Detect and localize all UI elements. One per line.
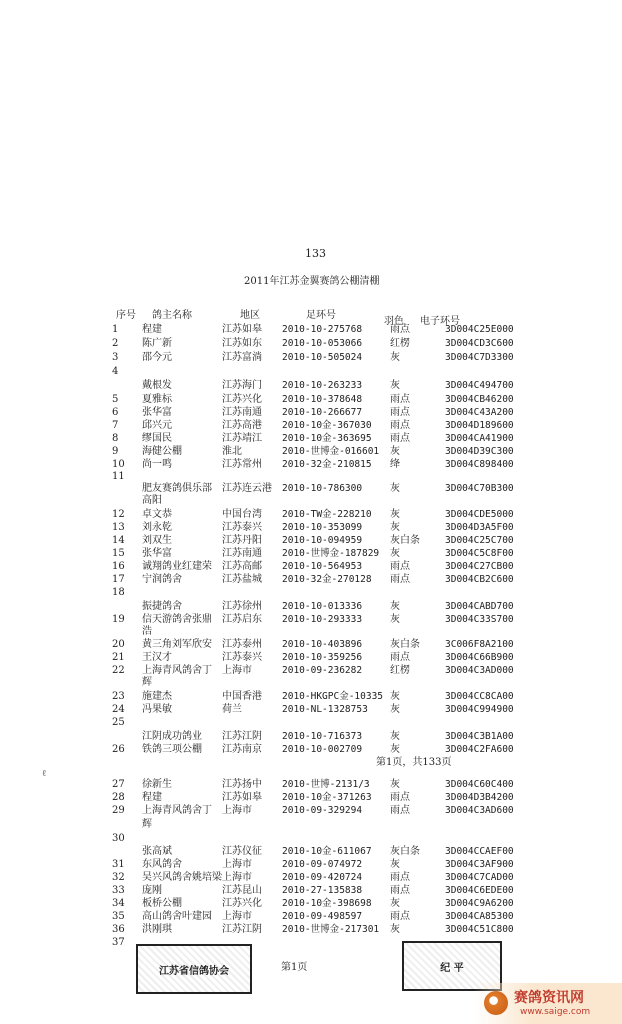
row-region: 荷兰 [222,704,242,715]
watermark-text: 赛鸽资讯网 [514,990,584,1006]
row-owner: 王汉才 [142,652,172,663]
row-region: 江苏常州 [222,459,262,470]
row-chip: 3D004C2FA600 [445,744,514,755]
site-watermark [474,983,622,1024]
row-owner: 板桥公棚 [142,898,182,909]
row-owner: 刘双生 [142,535,172,546]
row-color: 灰 [390,614,400,625]
row-color: 灰 [390,352,400,363]
row-ring: 2010-10金-363695 [282,433,372,444]
row-index: 25 [112,717,125,728]
row-owner: 尚一鸣 [142,459,172,470]
row-ring: 2010-10-359256 [282,652,363,663]
row-chip: 3D004CB2C600 [445,574,514,585]
footer-page-number: 第1页 [281,962,308,973]
row-chip: 3D004CC8CA00 [445,691,514,702]
row-region: 上海市 [222,859,252,870]
row-owner: 江阴成功鸽业 [142,731,202,742]
row-chip: 3C006F8A2100 [445,639,514,650]
header-name: 鸽主名称 [152,310,192,321]
row-index: 6 [112,407,119,418]
row-color: 灰 [390,744,400,755]
row-color: 灰 [390,601,400,612]
row-owner: 庞刚 [142,885,162,896]
row-chip: 3D004CD3C600 [445,338,514,349]
row-chip: 3D004C43A200 [445,407,514,418]
row-region: 中国香港 [222,691,262,702]
row-color: 灰 [390,924,400,935]
row-index: 3 [112,352,119,363]
row-color: 灰 [390,779,400,790]
row-color: 绛 [390,459,400,470]
row-index: 34 [112,898,125,909]
row-ring: 2010-世博金-217301 [282,924,380,935]
row-index: 4 [112,366,119,377]
pigeon-logo-icon [484,991,508,1015]
row-owner: 张华富 [142,548,172,559]
row-region: 江苏连云港 [222,483,272,494]
row-ring: 2010-世博金-016601 [282,446,380,457]
row-chip: 3D004D3A5F00 [445,522,514,533]
row-color: 雨点 [390,394,410,405]
row-region: 上海市 [222,872,252,883]
page-number: 133 [305,247,326,260]
row-region: 江苏如皋 [222,324,262,335]
row-ring: 2010-10-266677 [282,407,363,418]
row-index: 17 [112,574,125,585]
row-region: 江苏靖江 [222,433,262,444]
header-chip: 电子环号 [420,316,460,327]
row-chip: 3D004C9A6200 [445,898,514,909]
row-owner: 辉 [142,819,152,830]
row-chip: 3D004C66B900 [445,652,514,663]
row-index: 16 [112,561,125,572]
row-owner: 东风鸽舍 [142,859,182,870]
row-chip: 3D004CDE5000 [445,509,514,520]
row-index: 2 [112,338,119,349]
row-ring: 2010-09-498597 [282,911,363,922]
row-owner: 施建杰 [142,691,172,702]
row-owner: 浩 [142,626,152,637]
row-owner: 冯果敏 [142,704,172,715]
page-count-note: 第1页，共133页 [376,757,452,768]
row-index: 14 [112,535,125,546]
row-region: 江苏如东 [222,338,262,349]
row-color: 灰白条 [390,535,420,546]
row-chip: 3D004D189600 [445,420,514,431]
row-owner: 徐新生 [142,779,172,790]
row-index: 1 [112,324,119,335]
row-region: 江苏盐城 [222,574,262,585]
row-region: 江苏徐州 [222,601,262,612]
row-chip: 3D004C27CB00 [445,561,514,572]
row-region: 江苏泰兴 [222,652,262,663]
row-region: 江苏南通 [222,548,262,559]
margin-mark: ℓ [42,769,47,779]
row-owner: 卓文恭 [142,509,172,520]
row-chip: 3D004CA41900 [445,433,514,444]
row-ring: 2010-10-293333 [282,614,363,625]
row-color: 灰白条 [390,846,420,857]
row-owner: 戴根发 [142,380,172,391]
row-region: 江苏海门 [222,380,262,391]
signature-stamp: 纪 平 [402,941,502,991]
row-owner: 吴兴风鸽舍姚培梁 [142,872,222,883]
row-color: 灰 [390,446,400,457]
row-owner: 邱兴元 [142,420,172,431]
row-region: 江苏昆山 [222,885,262,896]
row-color: 雨点 [390,885,410,896]
row-ring: 2010-10-013336 [282,601,363,612]
row-owner: 肥友赛鸽俱乐部 [142,483,212,494]
row-chip: 3D004D39C300 [445,446,514,457]
row-index: 31 [112,859,125,870]
row-index: 9 [112,446,119,457]
row-chip: 3D004CB46200 [445,394,514,405]
row-owner: 张华富 [142,407,172,418]
row-chip: 3D004CA85300 [445,911,514,922]
row-index: 5 [112,394,119,405]
row-index: 32 [112,872,125,883]
row-color: 雨点 [390,792,410,803]
row-color: 雨点 [390,407,410,418]
row-color: 雨点 [390,561,410,572]
row-chip: 3D004C60C400 [445,779,514,790]
row-index: 30 [112,833,125,844]
row-index: 11 [112,471,125,482]
row-ring: 2010-32金-270128 [282,574,372,585]
row-region: 中国台湾 [222,509,262,520]
row-index: 23 [112,691,125,702]
row-chip: 3D004C70B300 [445,483,514,494]
row-region: 淮北 [222,446,242,457]
row-color: 雨点 [390,872,410,883]
row-owner: 高阳 [142,495,162,506]
row-ring: 2010-09-074972 [282,859,363,870]
row-owner: 程建 [142,792,162,803]
row-color: 灰 [390,731,400,742]
row-owner: 张高斌 [142,846,172,857]
header-ring: 足环号 [306,310,336,321]
row-region: 上海市 [222,805,252,816]
row-region: 江苏仪征 [222,846,262,857]
row-color: 灰白条 [390,639,420,650]
row-chip: 3D004D3B4200 [445,792,514,803]
row-owner: 陈广新 [142,338,172,349]
row-chip: 3D004C898400 [445,459,514,470]
row-owner: 海健公棚 [142,446,182,457]
row-owner: 黄三角刘军欣安 [142,639,212,650]
row-ring: 2010-10-716373 [282,731,363,742]
row-region: 江苏启东 [222,614,262,625]
row-region: 江苏丹阳 [222,535,262,546]
row-chip: 3D004C33S700 [445,614,514,625]
association-stamp: 江苏省信鸽协会 [136,944,252,994]
row-owner: 上海青风鸽舍丁 [142,665,212,676]
row-owner: 程建 [142,324,162,335]
row-ring: 2010-HKGPC金-10335 [282,691,384,702]
row-region: 上海市 [222,665,252,676]
row-index: 15 [112,548,125,559]
row-owner: 宁润鸽舍 [142,574,182,585]
header-color: 羽色 [384,316,404,327]
row-ring: 2010-10金-371263 [282,792,372,803]
row-region: 江苏南通 [222,407,262,418]
row-chip: 3D004C6EDE00 [445,885,514,896]
watermark-url: www.saige.com [520,1007,591,1017]
row-ring: 2010-世博金-187829 [282,548,380,559]
row-owner: 邵今元 [142,352,172,363]
row-chip: 3D004C3AD000 [445,665,514,676]
row-index: 28 [112,792,125,803]
row-index: 36 [112,924,125,935]
row-color: 灰 [390,509,400,520]
row-ring: 2010-27-135838 [282,885,363,896]
row-owner: 信天游鸽舍张鼎 [142,614,212,625]
row-ring: 2010-10-786300 [282,483,363,494]
row-chip: 3D004C3AD600 [445,805,514,816]
row-ring: 2010-09-329294 [282,805,363,816]
row-ring: 2010-32金-210815 [282,459,372,470]
row-ring: 2010-10-505024 [282,352,363,363]
row-region: 江苏泰兴 [222,522,262,533]
row-ring: 2010-09-420724 [282,872,363,883]
row-color: 雨点 [390,574,410,585]
row-index: 12 [112,509,125,520]
row-region: 江苏扬中 [222,779,262,790]
row-index: 33 [112,885,125,896]
row-chip: 3D004C3AF900 [445,859,514,870]
row-ring: 2010-10-053066 [282,338,363,349]
row-ring: 2010-10-275768 [282,324,363,335]
row-region: 江苏江阴 [222,924,262,935]
row-color: 雨点 [390,911,410,922]
row-owner: 刘永乾 [142,522,172,533]
row-index: 13 [112,522,125,533]
row-owner: 诚翔鸽业红建荣 [142,561,212,572]
row-region: 江苏泰州 [222,639,262,650]
row-index: 37 [112,937,125,948]
row-color: 红楞 [390,665,410,676]
row-owner: 铁鸽三项公棚 [142,744,202,755]
row-color: 灰 [390,380,400,391]
row-color: 雨点 [390,420,410,431]
row-chip: 3D004CCAEF00 [445,846,514,857]
row-ring: 2010-10-353099 [282,522,363,533]
row-ring: 2010-世博-2131/3 [282,779,370,790]
row-color: 红楞 [390,338,410,349]
row-chip: 3D004C25E000 [445,324,514,335]
row-region: 江苏高邮 [222,561,262,572]
header-region: 地区 [240,310,260,321]
row-index: 20 [112,639,125,650]
row-owner: 高山鸽舍叶建园 [142,911,212,922]
row-index: 21 [112,652,125,663]
row-owner: 上海青风鸽舍丁 [142,805,212,816]
header-index: 序号 [116,310,136,321]
row-index: 18 [112,587,125,598]
row-region: 江苏南京 [222,744,262,755]
row-chip: 3D004C5C8F00 [445,548,514,559]
row-region: 江苏高港 [222,420,262,431]
row-index: 22 [112,665,125,676]
row-color: 雨点 [390,324,410,335]
row-owner: 洪刚琪 [142,924,172,935]
row-index: 26 [112,744,125,755]
row-chip: 3D004C994900 [445,704,514,715]
row-ring: 2010-10金-398698 [282,898,372,909]
row-region: 江苏如皋 [222,792,262,803]
row-ring: 2010-10金-367030 [282,420,372,431]
row-chip: 3D004C7CAD00 [445,872,514,883]
row-region: 上海市 [222,911,252,922]
row-chip: 3D004C3B1A00 [445,731,514,742]
row-index: 27 [112,779,125,790]
row-region: 江苏兴化 [222,394,262,405]
row-color: 灰 [390,859,400,870]
row-color: 灰 [390,691,400,702]
row-color: 灰 [390,898,400,909]
row-owner: 缪国民 [142,433,172,444]
row-chip: 3D004C494700 [445,380,514,391]
row-chip: 3D004CABD700 [445,601,514,612]
row-index: 8 [112,433,119,444]
row-ring: 2010-10-263233 [282,380,363,391]
row-owner: 振捷鸽舍 [142,601,182,612]
row-owner: 夏雅标 [142,394,172,405]
row-color: 雨点 [390,805,410,816]
row-ring: 2010-10-564953 [282,561,363,572]
row-color: 雨点 [390,433,410,444]
row-ring: 2010-10-378648 [282,394,363,405]
row-ring: 2010-10金-611067 [282,846,372,857]
row-index: 24 [112,704,125,715]
row-color: 雨点 [390,652,410,663]
document-title: 2011年江苏金翼赛鸽公棚清棚 [244,276,380,287]
row-color: 灰 [390,483,400,494]
row-index: 29 [112,805,125,816]
row-chip: 3D004C7D3300 [445,352,514,363]
row-ring: 2010-10-403896 [282,639,363,650]
row-index: 19 [112,614,125,625]
row-region: 江苏富淌 [222,352,262,363]
row-color: 灰 [390,704,400,715]
row-ring: 2010-10-094959 [282,535,363,546]
row-index: 10 [112,459,125,470]
row-index: 7 [112,420,119,431]
row-region: 江苏江阴 [222,731,262,742]
row-ring: 2010-NL-1328753 [282,704,368,715]
row-color: 灰 [390,522,400,533]
row-owner: 辉 [142,677,152,688]
row-ring: 2010-10-002709 [282,744,363,755]
row-chip: 3D004C25C700 [445,535,514,546]
row-region: 江苏兴化 [222,898,262,909]
row-color: 灰 [390,548,400,559]
row-index: 35 [112,911,125,922]
row-ring: 2010-09-236282 [282,665,363,676]
row-ring: 2010-TW金-228210 [282,509,372,520]
row-chip: 3D004C51C800 [445,924,514,935]
